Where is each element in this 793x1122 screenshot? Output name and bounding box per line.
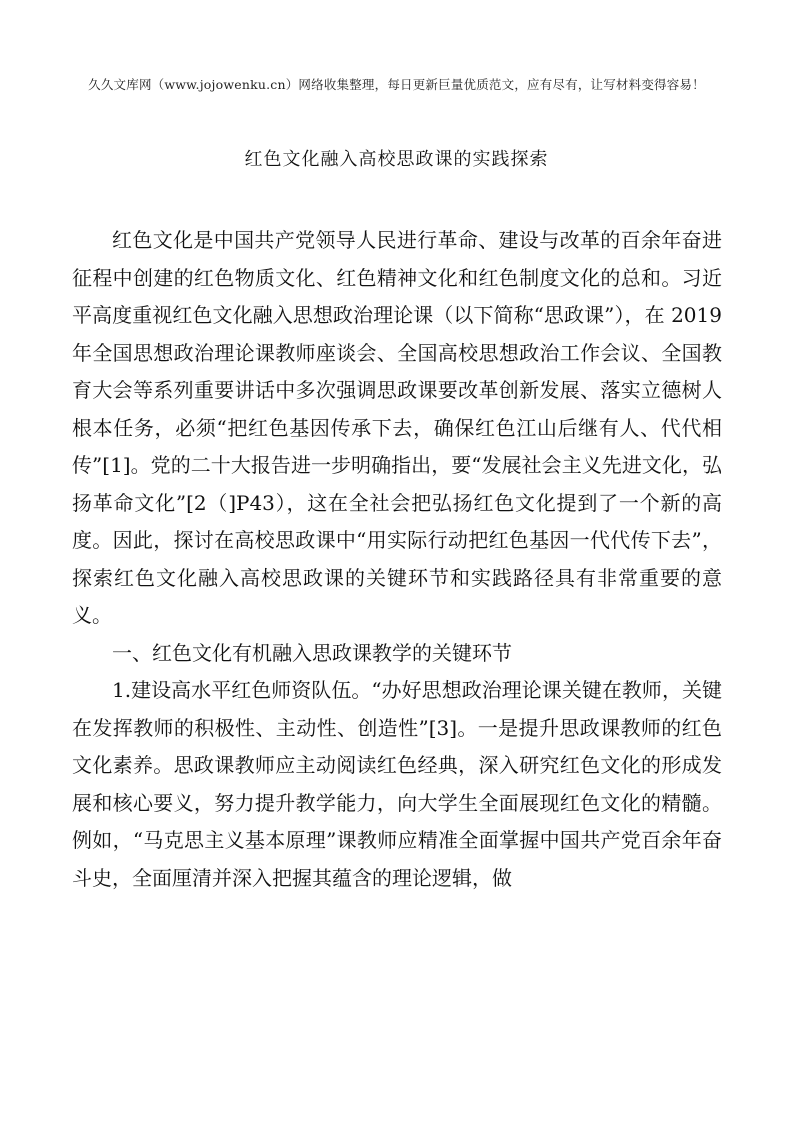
paragraph-intro: 红色文化是中国共产党领导人民进行革命、建设与改革的百余年奋进征程中创建的红色物质文化、红色精神文化和红色制度文化的总和。习近平高度重视红色文化融入思想政治理论课（以下简称“思政课”），在 2019 年全国思想政治理论课教师座谈会、全国高校思想政治工作会议、全国教育大会等系列重要讲话中多次强调思政课要改革创新发展、落实立德树人根本任务，必须“把红色基因传承下去，确保红色江山后继有人、代代相传”[1]。党的二十大报告进一步明确指出，要“发展社会主义先进文化，弘扬革命文化”[2（]P43），这在全社会把弘扬红色文化提到了一个新的高度。因此，探讨在高校思政课中“用实际行动把红色基因一代代传下去”，探索红色文化融入高校思政课的关键环节和实践路径具有非常重要的意义。: [72, 228, 722, 627]
section-heading-1: 一、红色文化有机融入思政课教学的关键环节: [112, 640, 512, 665]
document-title: 红色文化融入高校思政课的实践探索: [244, 149, 549, 170]
document-body: [72, 222, 722, 897]
paragraph-teachers: 1.建设高水平红色师资队伍。“办好思想政治理论课关键在教师，关键在发挥教师的积极性、主动性、创造性”[3]。一是提升思政课教师的红色文化素养。思政课教师应主动阅读红色经典，深入研究红色文化的形成发展和核心要义，努力提升教学能力，向大学生全面展现红色文化的精髓。例如，“马克思主义基本原理”课教师应精准全面掌握中国共产党百余年奋斗史，全面厘清并深入把握其蕴含的理论逻辑，做: [72, 678, 722, 890]
header-note: 久久文库网（www.jojowenku.cn）网络收集整理，每日更新巨量优质范文，应有尽有，让写材料变得容易！: [88, 77, 705, 92]
